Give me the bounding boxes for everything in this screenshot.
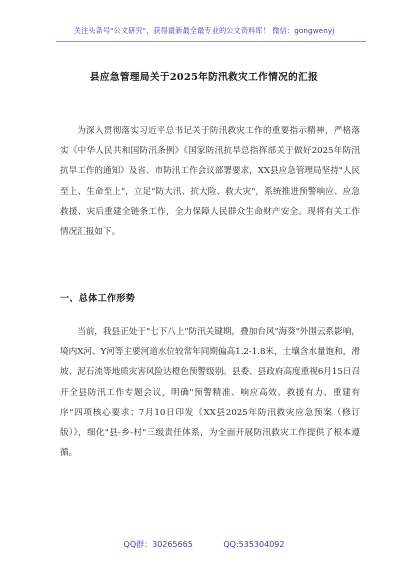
footer-qq-contact: QQ:535304092	[223, 540, 285, 549]
document-title: 县应急管理局关于2025年防汛救灾工作情况的汇报	[89, 72, 319, 83]
section-heading: 一、总体工作形势	[60, 294, 136, 304]
header-notice: 关注头条号"公文研究"，获得最新最全最专业的公文资料库！ 微信：gongwenyj	[73, 26, 335, 35]
footer-contact	[0, 539, 408, 550]
section-body-block	[60, 322, 360, 463]
header-divider	[56, 41, 366, 42]
intro-block	[60, 121, 360, 242]
section-paragraph: 当前，我县正处于"七下八上"防汛关键期，叠加台风"海葵"外围云系影响，境内X河、Y河等主要河道水位较常年同期偏高1.2-1.8米，土壤含水量饱和，滑坡、泥石流等地质灾害风险达橙色预警级别。县委、县政府高度重视6月15日召开全县防汛工作专题会议，明确"预警精准、响应高效、救援有力、重建有序"四项核心要求；7月10日印发《XX县2025年防汛救灾应急预案（修订版）》，细化"县-乡-村"三级责任体系，为全面开展防汛救灾工作提供了根本遵循。	[60, 327, 360, 459]
footer-qq-group: QQ群：30265665	[123, 540, 193, 549]
intro-paragraph: 为深入贯彻落实习近平总书记关于防汛救灾工作的重要指示精神，严格落实《中华人民共和国防汛条例》《国家防汛抗旱总指挥部关于做好2025年防汛抗旱工作的通知》及省、市防汛工作会议部署要求，XX县应急管理局坚持"人民至上、生命至上"，立足"防大汛、抗大险、救大灾"，系统推进预警响应、应急救援、灾后重建全链条工作，全力保障人民群众生命财产安全。现将有关工作情况汇报如下。	[60, 126, 360, 238]
